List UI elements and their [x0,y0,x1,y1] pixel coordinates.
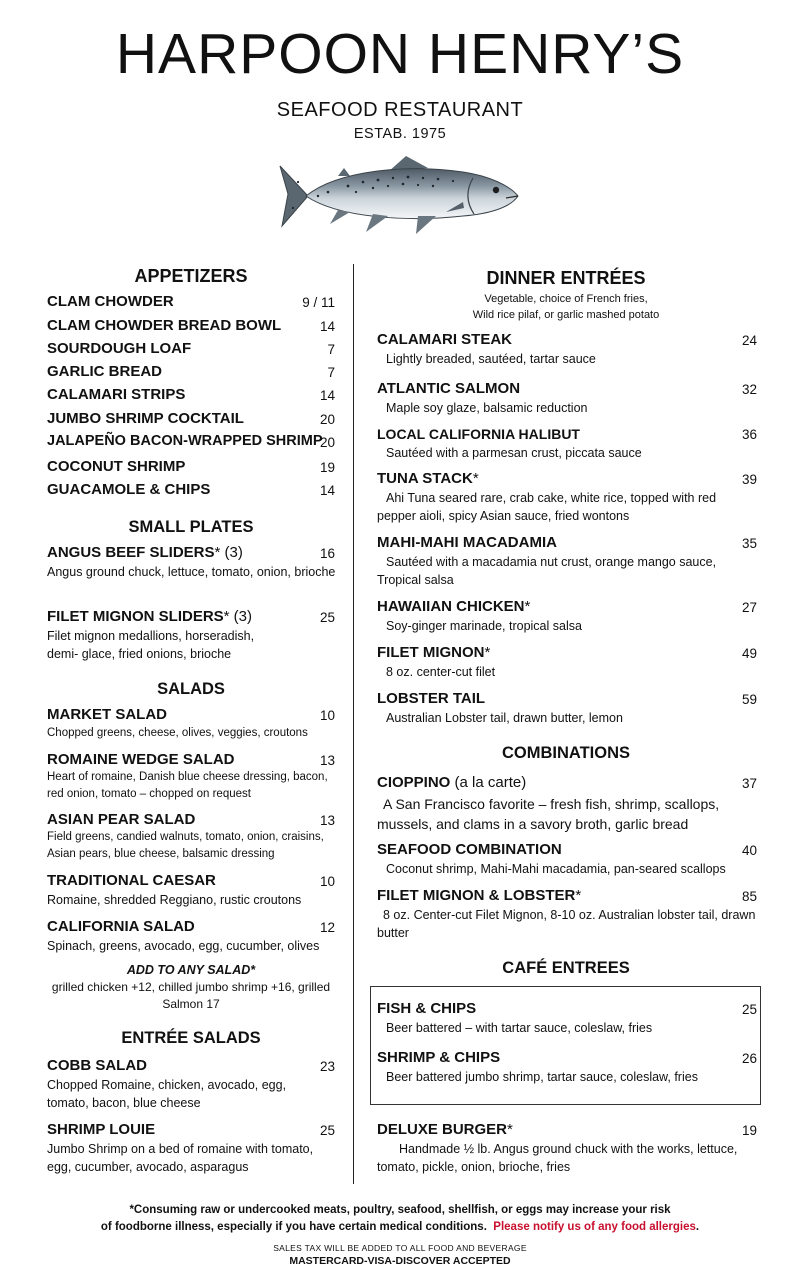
restaurant-subtitle: SEAFOOD RESTAURANT [276,99,524,121]
menu-item-price: 25 [319,610,335,625]
menu-item-description: Heart of romaine, Danish blue cheese dressing, bacon, red onion, tomato – chopped on request [47,771,328,800]
menu-item-name: LOCAL CALIFORNIA HALIBUT [377,426,580,442]
menu-item-price: 10 [319,708,335,723]
menu-item-name: SOURDOUGH LOAF [47,340,192,357]
menu-item-name: SHRIMP & CHIPS [377,1049,501,1066]
menu-item-name: TRADITIONAL CAESAR [47,872,216,889]
advisory-line-1: *Consuming raw or undercooked meats, poultry, seafood, shellfish, or eggs may increase your risk [129,1204,671,1216]
menu-item-name: JUMBO SHRIMP COCKTAIL [47,410,244,427]
combinations-heading: COMBINATIONS [501,744,631,762]
appetizers-heading: APPETIZERS [134,266,248,286]
menu-item-name: ANGUS BEEF SLIDERS* (3) [47,544,243,561]
menu-item-description: Australian Lobster tail, drawn butter, lemon [386,711,623,725]
menu-item-description: Sautéed with a parmesan crust, piccata sauce [386,446,642,460]
menu-item-name: CLAM CHOWDER [47,293,174,310]
menu-item-name: MARKET SALAD [47,706,167,723]
menu-item-price: 9 / 11 [302,295,335,310]
menu-item-description: Chopped Romaine, chicken, avocado, egg, tomato, bacon, blue cheese [47,1078,287,1110]
menu-item-price: 19 [741,1123,757,1138]
menu-item-description: 8 oz. center-cut filet [386,665,496,679]
accepted-cards: MASTERCARD-VISA-DISCOVER ACCEPTED [289,1255,511,1267]
menu-item-price: 19 [319,460,335,475]
menu-item-price: 13 [319,753,335,768]
menu-item-price: 40 [741,843,757,858]
restaurant-name: HARPOON HENRY’S [115,22,685,86]
menu-item-price: 14 [319,388,335,403]
menu-item-price: 49 [741,646,757,661]
menu-item-price: 23 [319,1059,335,1074]
menu-item-price: 7 [327,365,335,380]
menu-item-name: SEAFOOD COMBINATION [377,841,562,858]
column-divider [353,264,354,1184]
menu-item-name: GUACAMOLE & CHIPS [47,481,211,498]
menu-item-price: 39 [741,472,757,487]
salad-addon-heading: ADD TO ANY SALAD* [126,963,256,977]
menu-item-price: 85 [741,889,757,904]
cafe-entrees-heading: CAFÉ ENTREES [502,959,630,977]
menu-item-price: 10 [319,874,335,889]
small-plates-heading: SMALL PLATES [128,518,254,536]
menu-item-name: FILET MIGNON & LOBSTER* [377,887,582,904]
salmon-icon [278,152,523,238]
menu-item-name: FISH & CHIPS [377,1000,477,1017]
menu-item-name: CALAMARI STRIPS [47,386,186,403]
menu-item-description: Filet mignon medallions, horseradish, demi- glace, fried onions, brioche [47,629,255,661]
menu-item-name: CALAMARI STEAK [377,331,512,348]
menu-item-description: Sautéed with a macadamia nut crust, orange mango sauce, Tropical salsa [377,555,717,587]
menu-item-description: Lightly breaded, sautéed, tartar sauce [386,352,596,366]
menu-item-description: 8 oz. Center-cut Filet Mignon, 8-10 oz. Australian lobster tail, drawn butter [377,908,756,940]
menu-item-name: ATLANTIC SALMON [377,380,521,397]
cafe-entrees-box [370,986,761,1105]
menu-item-price: 36 [741,427,757,442]
menu-item-name: ROMAINE WEDGE SALAD [47,751,235,768]
menu-item-price: 13 [319,813,335,828]
menu-item-description: Maple soy glaze, balsamic reduction [386,401,588,415]
sales-tax-notice: SALES TAX WILL BE ADDED TO ALL FOOD AND BEVERAGE [273,1243,527,1253]
dinner-sides-note: Vegetable, choice of French fries, [484,293,648,305]
menu-item-name: JALAPEÑO BACON-WRAPPED SHRIMP [47,433,323,449]
menu-item-description: Chopped greens, cheese, olives, veggies, croutons [47,727,308,739]
menu-item-price: 12 [319,920,335,935]
menu-item-name: CLAM CHOWDER BREAD BOWL [47,317,282,334]
menu-item-price: 35 [741,536,757,551]
menu-item-price: 20 [319,412,335,427]
established-year: ESTAB. 1975 [353,126,447,142]
menu-item-description: Field greens, candied walnuts, tomato, onion, craisins, Asian pears, blue cheese, balsamic dressing [47,831,324,860]
menu-item-name: GARLIC BREAD [47,363,162,380]
menu-item-name: SHRIMP LOUIE [47,1121,156,1138]
menu-item-name: DELUXE BURGER* [377,1121,513,1138]
menu-item-description: Beer battered – with tartar sauce, coleslaw, fries [386,1021,653,1035]
menu-item-description: Soy-ginger marinade, tropical salsa [386,619,582,633]
menu-item-price: 20 [319,435,335,450]
menu-item-name: COCONUT SHRIMP [47,458,186,475]
menu-item-description: Coconut shrimp, Mahi-Mahi macadamia, pan-seared scallops [386,862,726,876]
menu-item-price: 25 [319,1123,335,1138]
menu-item-description: Angus ground chuck, lettuce, tomato, onion, brioche [47,565,336,579]
menu-item-price: 14 [319,483,335,498]
dinner-sides-note: Wild rice pilaf, or garlic mashed potato [472,309,660,321]
menu-item-price: 14 [319,319,335,334]
menu-item-name: COBB SALAD [47,1057,147,1074]
menu-item-price: 59 [741,692,757,707]
menu-item-name: HAWAIIAN CHICKEN* [377,598,531,615]
menu-item-name: FILET MIGNON SLIDERS* (3) [47,608,253,625]
allergy-notice: Please notify us of any food allergies [493,1221,696,1233]
menu-item-price: 16 [319,546,335,561]
menu-item-name: FILET MIGNON* [377,644,491,661]
menu-item-price: 7 [327,342,335,357]
menu-item-name: MAHI-MAHI MACADAMIA [377,534,557,551]
menu-item-name: CIOPPINO (a la carte) [377,774,527,791]
menu-item-price: 26 [741,1051,757,1066]
menu-item-price: 27 [741,600,757,615]
menu-item-name: TUNA STACK* [377,470,479,487]
menu-item-name: ASIAN PEAR SALAD [47,811,196,828]
menu-item-description: Spinach, greens, avocado, egg, cucumber, olives [47,939,320,953]
salad-addon-options: grilled chicken +12, chilled jumbo shrimp +16, grilled Salmon 17 [51,980,331,1011]
menu-item-description: Romaine, shredded Reggiano, rustic croutons [47,893,302,907]
menu-item-price: 32 [741,382,757,397]
advisory-line-2: of foodborne illness, especially if you have certain medical conditions. Please notify us of any food allergies. [100,1221,700,1233]
menu-item-name: LOBSTER TAIL [377,690,486,707]
menu-item-price: 25 [741,1002,757,1017]
consumer-advisory [0,1202,800,1236]
menu-item-description: Beer battered jumbo shrimp, tartar sauce, coleslaw, fries [386,1070,698,1084]
menu-item-description: Ahi Tuna seared rare, crab cake, white rice, topped with red pepper aioli, spicy Asian sauce, fried wontons [377,491,717,523]
menu-item-description: Jumbo Shrimp on a bed of romaine with tomato, egg, cucumber, avocado, asparagus [47,1142,314,1174]
menu-item-name: CALIFORNIA SALAD [47,918,195,935]
menu-item-price: 24 [741,333,757,348]
menu-item-price: 37 [741,776,757,791]
dinner-entrees-heading: DINNER ENTRÉES [486,268,646,288]
entree-salads-heading: ENTRÉE SALADS [121,1029,261,1047]
salads-heading: SALADS [157,680,225,698]
menu-item-description: A San Francisco favorite – fresh fish, shrimp, scallops, mussels, and clams in a savory broth, garlic bread [377,796,720,832]
menu-item-description: Handmade ½ lb. Angus ground chuck with the works, lettuce, tomato, pickle, onion, brioche, fries [377,1142,738,1174]
